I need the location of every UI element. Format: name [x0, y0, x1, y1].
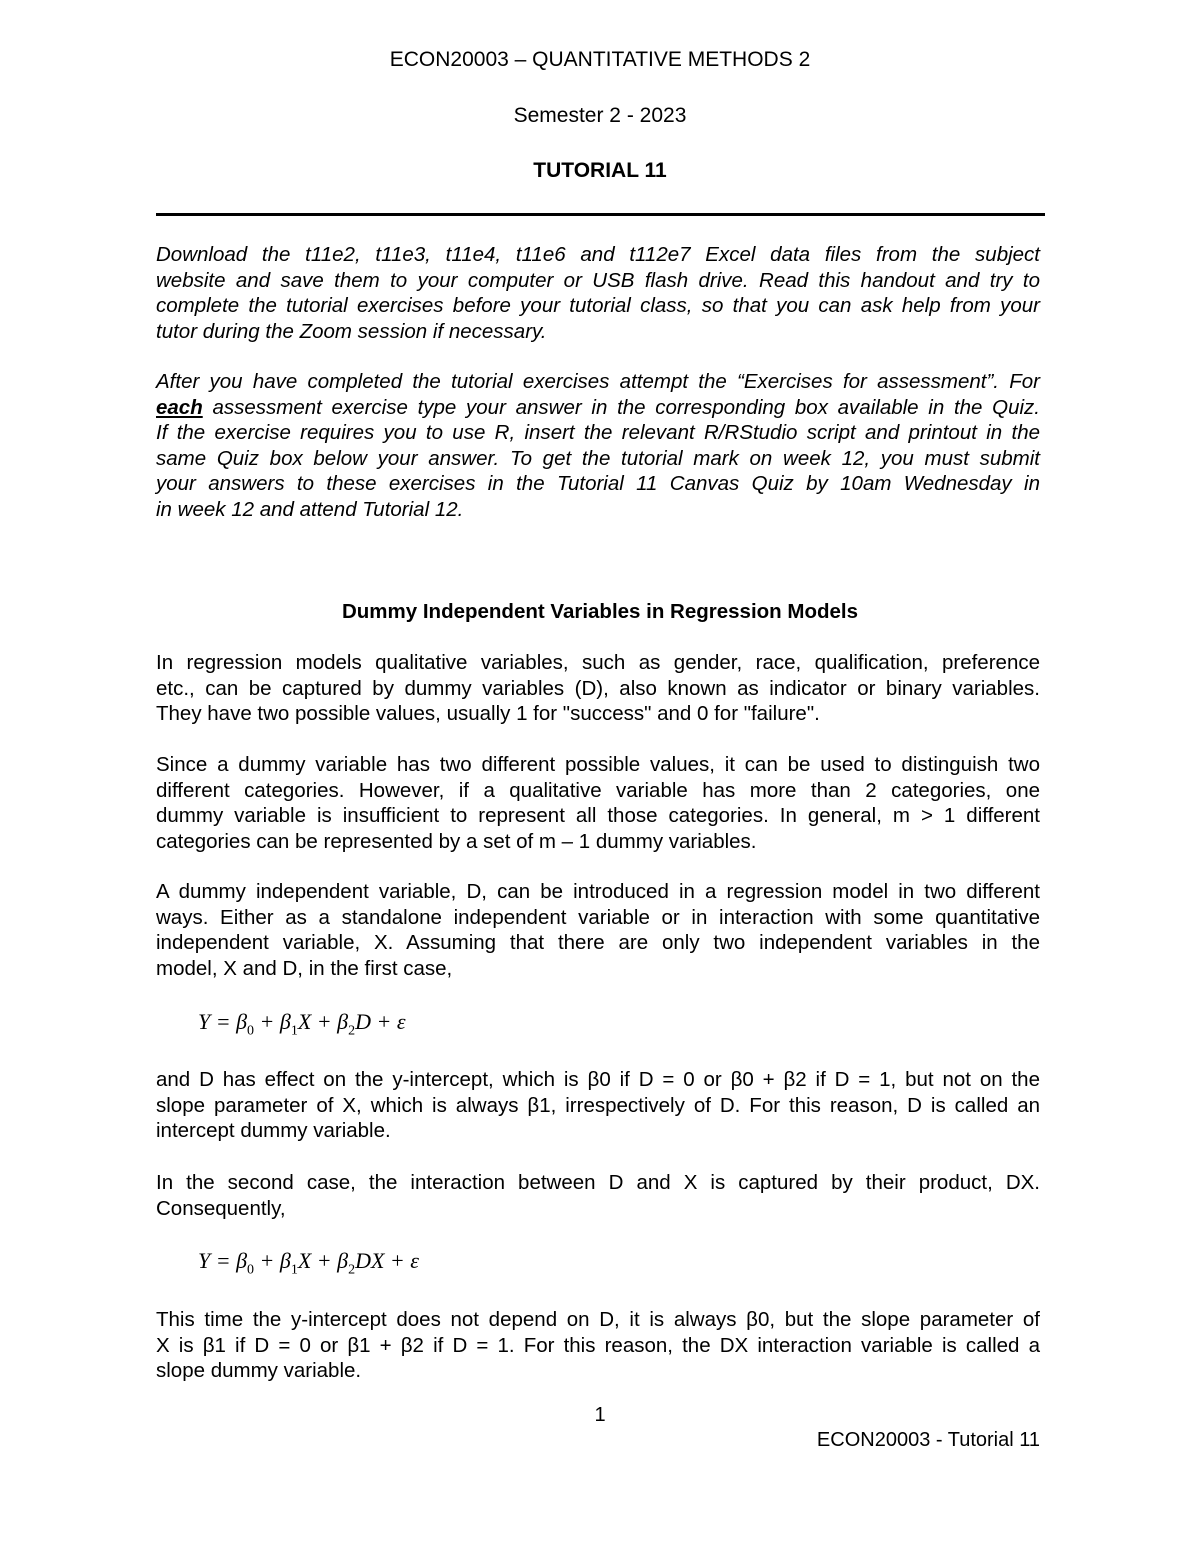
text-line: tutor during the Zoom session if necessary. [156, 319, 547, 343]
section-paragraph-2 [156, 752, 1040, 854]
section-paragraph-6 [156, 1307, 1040, 1384]
text-line: different categories. However, if a qualitative variable has more than 2 categories, one [156, 778, 1040, 802]
footer-label: ECON20003 - Tutorial 11 [816, 1429, 1040, 1451]
text-line: independent variable, X. Assuming that there are only two independent variables in the [156, 931, 1040, 954]
text-line: website and save them to your computer or USB flash drive. Read this handout and try to [156, 268, 1040, 292]
text-line: categories can be represented by a set of m – 1 dummy variables. [156, 829, 757, 853]
text-line: Consequently, [156, 1196, 286, 1220]
text-line: and D has effect on the y-intercept, which is β0 if D = 0 or β0 + β2 if D = 1, but not on the [156, 1068, 1040, 1091]
section-paragraph-3 [156, 879, 1040, 981]
text-line: ways. Either as a standalone independent variable or in interaction with some quantitative [156, 905, 1040, 929]
intro-paragraph-2 [156, 369, 1040, 522]
text-line: intercept dummy variable. [156, 1119, 391, 1142]
text-line: Download the t11e2, t11e3, t11e4, t11e6 and t112e7 Excel data files from the subject [156, 243, 1040, 266]
text-line: model, X and D, in the first case, [156, 956, 453, 980]
course-title: ECON20003 – QUANTITATIVE METHODS 2 [389, 48, 811, 71]
text-run: assessment exercise type your answer in the corresponding box available in the Quiz. [202, 395, 1040, 419]
text-line: In regression models qualitative variables, such as gender, race, qualification, preference [156, 651, 1040, 674]
text-line: slope parameter of X, which is always β1, irrespectively of D. For this reason, D is called an [156, 1093, 1040, 1117]
emphasis-each: each [156, 395, 203, 419]
text-line: dummy variable is insufficient to represent all those categories. In general, m > 1 different [156, 804, 1040, 827]
equation-slope-dummy: $Y = \beta_0 + \beta_1X + \beta_2DX + \varepsilon$ [198, 1248, 419, 1278]
text-line: complete the tutorial exercises before your tutorial class, so that you can ask help from your [156, 294, 1040, 317]
text-line: If the exercise requires you to use R, insert the relevant R/RStudio script and printout in the [156, 421, 1040, 444]
text-line: A dummy independent variable, D, can be introduced in a regression model in two different [156, 880, 1040, 903]
header-divider [156, 213, 1045, 216]
text-line: They have two possible values, usually 1 for "success" and 0 for "failure". [156, 702, 820, 725]
semester-label: Semester 2 - 2023 [513, 104, 687, 127]
page-number: 1 [594, 1404, 606, 1426]
text-line: Since a dummy variable has two different possible values, it can be used to distinguish two [156, 753, 1040, 776]
section-heading: Dummy Independent Variables in Regression Models [341, 600, 859, 623]
section-paragraph-5 [156, 1170, 1040, 1221]
text-line: X is β1 if D = 0 or β1 + β2 if D = 1. For this reason, the DX interaction variable is called a [156, 1333, 1040, 1357]
text-line: In the second case, the interaction between D and X is captured by their product, DX. [156, 1171, 1040, 1194]
text-line: slope dummy variable. [156, 1359, 362, 1382]
text-line: This time the y-intercept does not depend on D, it is always β0, but the slope parameter of [156, 1308, 1040, 1331]
text-line [156, 395, 1040, 421]
tutorial-title: TUTORIAL 11 [533, 159, 667, 182]
section-paragraph-1 [156, 650, 1040, 727]
equation-intercept-dummy: $Y = \beta_0 + \beta_1X + \beta_2D + \varepsilon$ [198, 1009, 406, 1039]
text-line: in week 12 and attend Tutorial 12. [156, 497, 464, 521]
text-line: After you have completed the tutorial exercises attempt the “Exercises for assessment”. For [156, 370, 1040, 393]
text-line: your answers to these exercises in the Tutorial 11 Canvas Quiz by 10am Wednesday in [156, 472, 1040, 495]
text-line: etc., can be captured by dummy variables (D), also known as indicator or binary variables. [156, 676, 1040, 700]
intro-paragraph-1 [156, 242, 1040, 344]
text-line: same Quiz box below your answer. To get the tutorial mark on week 12, you must submit [156, 446, 1040, 470]
section-paragraph-4 [156, 1067, 1040, 1144]
